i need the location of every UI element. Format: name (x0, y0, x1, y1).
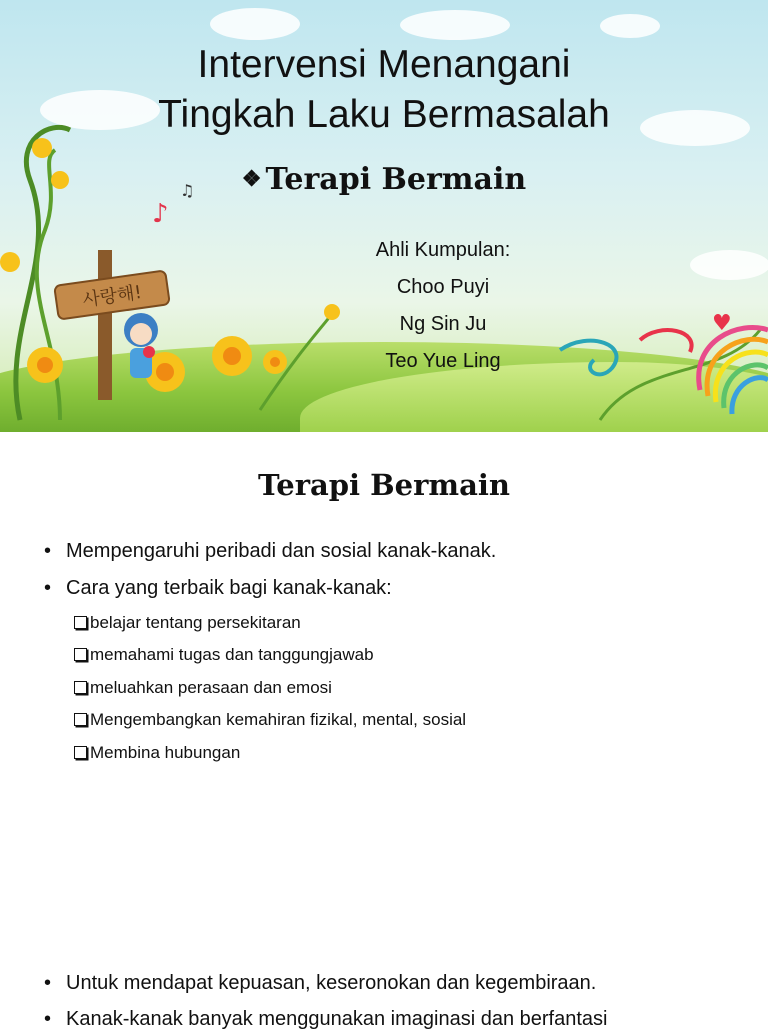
bullet-item: • Kanak-kanak banyak menggunakan imaginasi dan berfantasi (44, 1008, 608, 1030)
bullet-item: • Untuk mendapat kepuasan, keseronokan dan kegembiraan. (44, 972, 597, 994)
member-name: Teo Yue Ling (385, 350, 501, 372)
music-note-icon: ♫ (180, 181, 195, 200)
checkbox-bullet-icon (74, 681, 87, 694)
rainbow-swirl (699, 328, 768, 415)
member-name: Ng Sin Ju (399, 313, 487, 335)
bullet-dot-icon: • (44, 540, 52, 562)
slide-title: Intervensi Menangani Tingkah Laku Bermasalah (158, 43, 610, 136)
flower-icon (263, 350, 287, 374)
title-slide (0, 0, 768, 432)
checkbox-bullet-icon (74, 648, 87, 661)
sub-item: Membina hubungan (74, 743, 240, 763)
checkbox-bullet-icon (74, 746, 87, 759)
sub-item: memahami tugas dan tanggungjawab (74, 645, 374, 665)
members-heading: Ahli Kumpulan: (375, 239, 511, 261)
slide-subtitle: ❖ Terapi Bermain (241, 162, 527, 197)
checkbox-bullet-icon (74, 616, 87, 629)
signpost-board (54, 270, 170, 319)
flower-icon (212, 336, 252, 376)
group-members (300, 232, 586, 380)
member-name: Choo Puyi (396, 276, 490, 298)
sub-item: meluahkan perasaan dan emosi (74, 678, 332, 698)
checkbox-bullet-icon (74, 713, 87, 726)
flower-icon (27, 347, 63, 383)
signpost-pole (98, 250, 112, 400)
sign-text: 사랑해! (81, 281, 144, 312)
bullet-dot-icon: • (44, 972, 52, 994)
bullet-item: • Mempengaruhi peribadi dan sosial kanak-kanak. (44, 540, 497, 562)
heart-icon: ♥ (712, 311, 732, 336)
sub-item: Mengembangkan kemahiran fizikal, mental, sosial (74, 710, 466, 730)
slide2-title: Terapi Bermain (258, 468, 510, 502)
bullet-dot-icon: • (44, 577, 52, 599)
bullet-item: • Cara yang terbaik bagi kanak-kanak: (44, 577, 392, 599)
content-slide (0, 432, 768, 1030)
sub-item: belajar tentang persekitaran (74, 613, 301, 633)
bullet-dot-icon: • (44, 1008, 52, 1030)
diamond-bullet-icon: ❖ (241, 166, 262, 192)
music-note-icon: ♪ (152, 199, 169, 229)
